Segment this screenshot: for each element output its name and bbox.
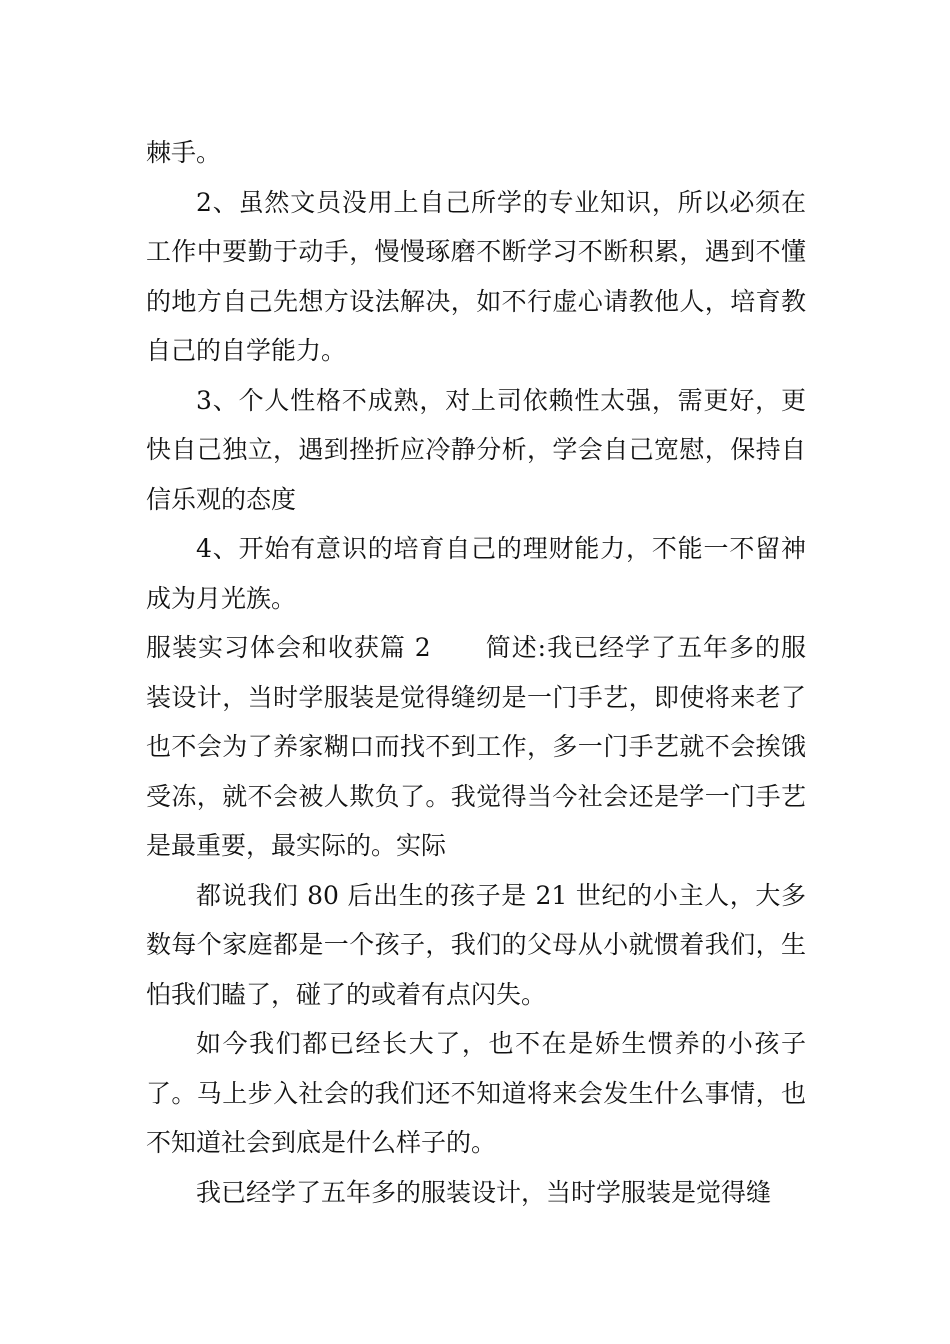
paragraph-3: 4、开始有意识的培育自己的理财能力，不能一不留神成为月光族。 [146,534,806,613]
paragraph-6: 如今我们都已经长大了，也不在是娇生惯养的小孩子了。马上步入社会的我们还不知道将来会发生什么事情，也不知道社会到底是什么样子的。 [146,1029,806,1157]
section-summary: 简述:我已经学了五年多的服装设计，当时学服装是觉得缝纫是一门手艺，即使将来老了也不会为了养家糊口而找不到工作，多一门手艺就不会挨饿受冻，就不会被人欺负了。我觉得当今社会还是学一门手艺是最重要，最实际的。实际 [146,633,806,860]
paragraph-4 [146,623,806,871]
paragraph-2: 3、个人性格不成熟，对上司依赖性太强，需更好，更快自己独立，遇到挫折应冷静分析，学会自己宽慰，保持自信乐观的态度 [146,385,806,514]
section-heading: 服装实习体会和收获篇 2 [146,633,431,662]
paragraph-5: 都说我们 80 后出生的孩子是 21 世纪的小主人，大多数每个家庭都是一个孩子，我们的父母从小就惯着我们，生怕我们瞌了，碰了的或着有点闪失。 [146,880,806,1009]
paragraph-1: 2、虽然文员没用上自己所学的专业知识，所以必须在工作中要勤于动手，慢慢琢磨不断学习不断积累，遇到不懂的地方自己先想方设法解决，如不行虚心请教他人，培育教自己的自学能力。 [146,187,806,365]
paragraph-7: 我已经学了五年多的服装设计，当时学服装是觉得缝 [196,1177,772,1207]
paragraph-0: 棘手。 [146,138,222,167]
document-page [146,128,806,1217]
